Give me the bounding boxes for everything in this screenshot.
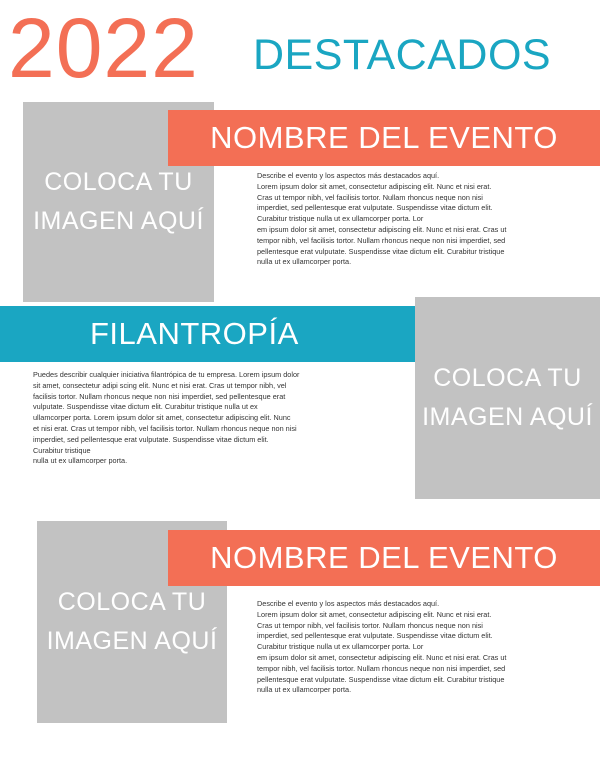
- text-line: pellentesque erat vulputate. Suspendisse vitae dictum elit. Curabitur tristique: [257, 674, 505, 684]
- text-line: Curabitur tristique nulla ut ex ullamcorper porta. Lor: [257, 214, 424, 224]
- text-line: Cras ut tempor nibh, vel facilisis tortor. Nullam rhoncus neque non nisi: [257, 620, 483, 630]
- text-line: nulla ut ex ullamcorper porta.: [257, 257, 352, 267]
- text-line: Cras ut tempor nibh, vel facilisis tortor. Nullam rhoncus neque non nisi: [257, 192, 483, 202]
- image-placeholder-1[interactable]: COLOCA TU IMAGEN AQUÍ: [23, 102, 214, 302]
- page-title: DESTACADOS: [253, 31, 552, 79]
- text-line: Curabitur tristique nulla ut ex ullamcorper porta. Lor: [257, 642, 424, 652]
- text-line: ullamcorper porta. Lorem ipsum dolor sit amet, consectetur adipiscing elit. Nunc: [33, 413, 291, 423]
- text-line: nulla ut ex ullamcorper porta.: [33, 456, 128, 466]
- text-line: Lorem ipsum dolor sit amet, consectetur adipiscing elit. Nunc et nisi erat.: [257, 181, 492, 191]
- image-placeholder-2[interactable]: COLOCA TU IMAGEN AQUÍ: [415, 297, 600, 499]
- event-description-1: [257, 171, 597, 268]
- text-line: Describe el evento y los aspectos más destacados aquí.: [257, 171, 440, 180]
- text-line: Puedes describir cualquier iniciativa filantrópica de tu empresa. Lorem ipsum dolor: [33, 370, 300, 379]
- text-line: em ipsum dolor sit amet, consectetur adipiscing elit. Nunc et nisi erat. Cras ut: [257, 652, 507, 662]
- text-line: vulputate. Suspendisse vitae dictum elit. Curabitur tristique nulla ut ex: [33, 402, 258, 412]
- text-line: imperdiet, sed pellentesque erat vulputate. Suspendisse vitae dictum elit.: [257, 631, 493, 641]
- text-line: et nisi erat. Cras ut tempor nibh, vel facilisis tortor. Nullam rhoncus neque non nisi: [33, 423, 297, 433]
- philanthropy-description: [33, 370, 378, 467]
- text-line: facilisis tortor. Nullam rhoncus neque non nisi imperdiet, sed pellentesque erat: [33, 391, 286, 401]
- text-line: imperdiet, sed pellentesque erat vulputate. Suspendisse vitae dictum elit.: [257, 203, 493, 213]
- text-line: tempor nibh, vel facilisis tortor. Nullam rhoncus neque non nisi imperdiet, sed: [257, 663, 506, 673]
- text-line: pellentesque erat vulputate. Suspendisse vitae dictum elit. Curabitur tristique: [257, 246, 505, 256]
- text-line: Describe el evento y los aspectos más destacados aquí.: [257, 599, 440, 608]
- event-name-banner-1: NOMBRE DEL EVENTO: [168, 110, 600, 166]
- philanthropy-banner: FILANTROPÍA: [0, 306, 465, 362]
- text-line: imperdiet, sed pellentesque erat vulputate. Suspendisse vitae dictum elit.: [33, 434, 269, 444]
- text-line: em ipsum dolor sit amet, consectetur adipiscing elit. Nunc et nisi erat. Cras ut: [257, 224, 507, 234]
- text-line: Lorem ipsum dolor sit amet, consectetur adipiscing elit. Nunc et nisi erat.: [257, 609, 492, 619]
- event-name-banner-2: NOMBRE DEL EVENTO: [168, 530, 600, 586]
- text-line: nulla ut ex ullamcorper porta.: [257, 685, 352, 695]
- text-line: tempor nibh, vel facilisis tortor. Nullam rhoncus neque non nisi imperdiet, sed: [257, 235, 506, 245]
- text-line: Curabitur tristique: [33, 445, 91, 455]
- text-line: sit amet, consectetur adipi scing elit. Nunc et nisi erat. Cras ut tempor nibh, vel: [33, 380, 287, 390]
- event-description-2: [257, 599, 597, 696]
- year-heading: 2022: [8, 1, 199, 95]
- image-placeholder-3[interactable]: COLOCA TU IMAGEN AQUÍ: [37, 521, 227, 723]
